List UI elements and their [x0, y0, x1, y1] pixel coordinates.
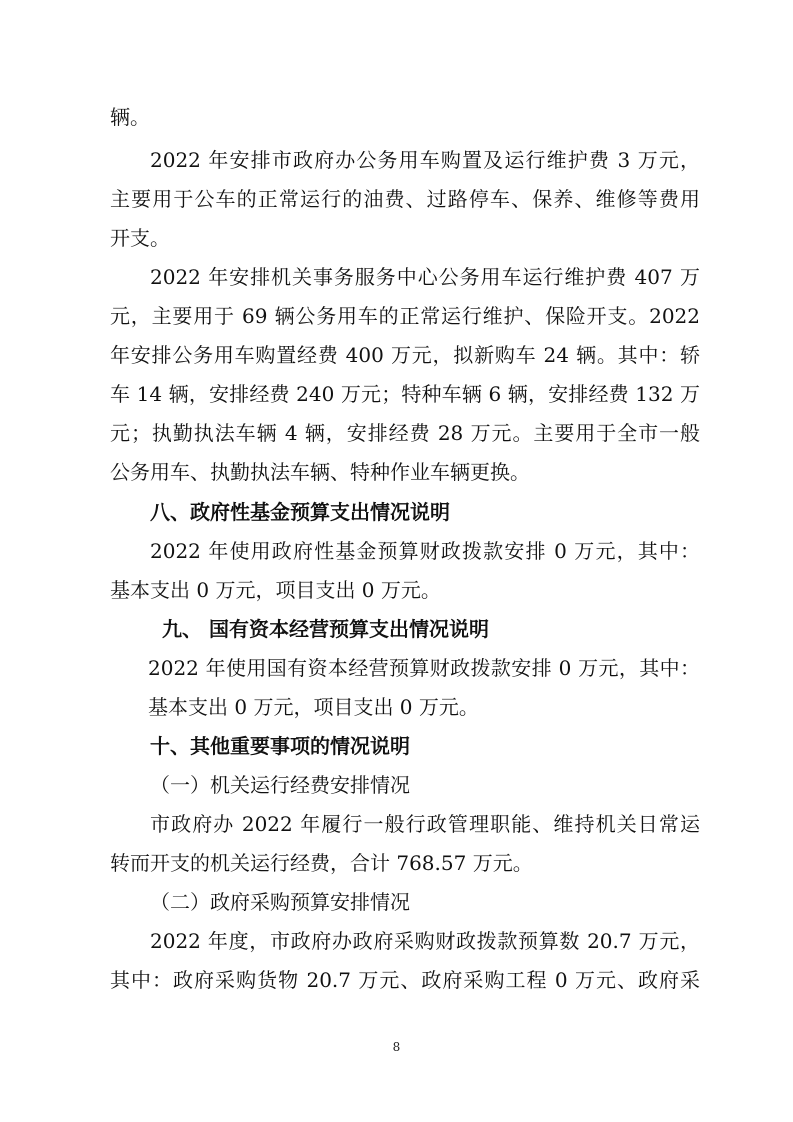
text-line: 2022 年安排市政府办公务用车购置及运行维护费 3 万元， — [150, 148, 700, 172]
text-line: 辆。 — [110, 105, 150, 129]
text-line: 2022 年使用政府性基金预算财政拨款安排 0 万元，其中： — [150, 539, 700, 563]
text-line: 主要用于公车的正常运行的油费、过路停车、保养、维修等费用 — [110, 187, 700, 211]
text-line: 年安排公务用车购置经费 400 万元，拟新购车 24 辆。其中：轿 — [110, 343, 700, 367]
section-heading: 十、其他重要事项的情况说明 — [150, 734, 410, 758]
text-line: 转而开支的机关运行经费，合计 768.57 万元。 — [110, 851, 533, 875]
text-line: 车 14 辆，安排经费 240 万元；特种车辆 6 辆，安排经费 132 万 — [110, 382, 700, 406]
text-line: 基本支出 0 万元，项目支出 0 万元。 — [148, 695, 479, 719]
text-line: 市政府办 2022 年履行一般行政管理职能、维持机关日常运 — [150, 812, 700, 836]
page-number: 8 — [392, 1040, 401, 1054]
section-heading: 八、政府性基金预算支出情况说明 — [150, 500, 450, 524]
text-line: 公务用车、执勤执法车辆、特种作业车辆更换。 — [110, 460, 530, 484]
text-line: 其中：政府采购货物 20.7 万元、政府采购工程 0 万元、政府采 — [110, 968, 700, 992]
text-line: 2022 年使用国有资本经营预算财政拨款安排 0 万元，其中： — [148, 656, 700, 680]
text-line: 元，主要用于 69 辆公务用车的正常运行维护、保险开支。2022 — [110, 304, 700, 328]
text-line: 基本支出 0 万元，项目支出 0 万元。 — [110, 578, 441, 602]
section-heading: 九、 国有资本经营预算支出情况说明 — [162, 617, 489, 641]
text-line: 开支。 — [110, 226, 170, 250]
text-line: 元；执勤执法车辆 4 辆，安排经费 28 万元。主要用于全市一般 — [110, 421, 700, 445]
text-line: 2022 年度，市政府办政府采购财政拨款预算数 20.7 万元， — [150, 929, 700, 953]
text-line: 2022 年安排机关事务服务中心公务用车运行维护费 407 万 — [150, 265, 700, 289]
subsection-heading: （二）政府采购预算安排情况 — [150, 890, 410, 914]
subsection-heading: （一）机关运行经费安排情况 — [150, 773, 410, 797]
